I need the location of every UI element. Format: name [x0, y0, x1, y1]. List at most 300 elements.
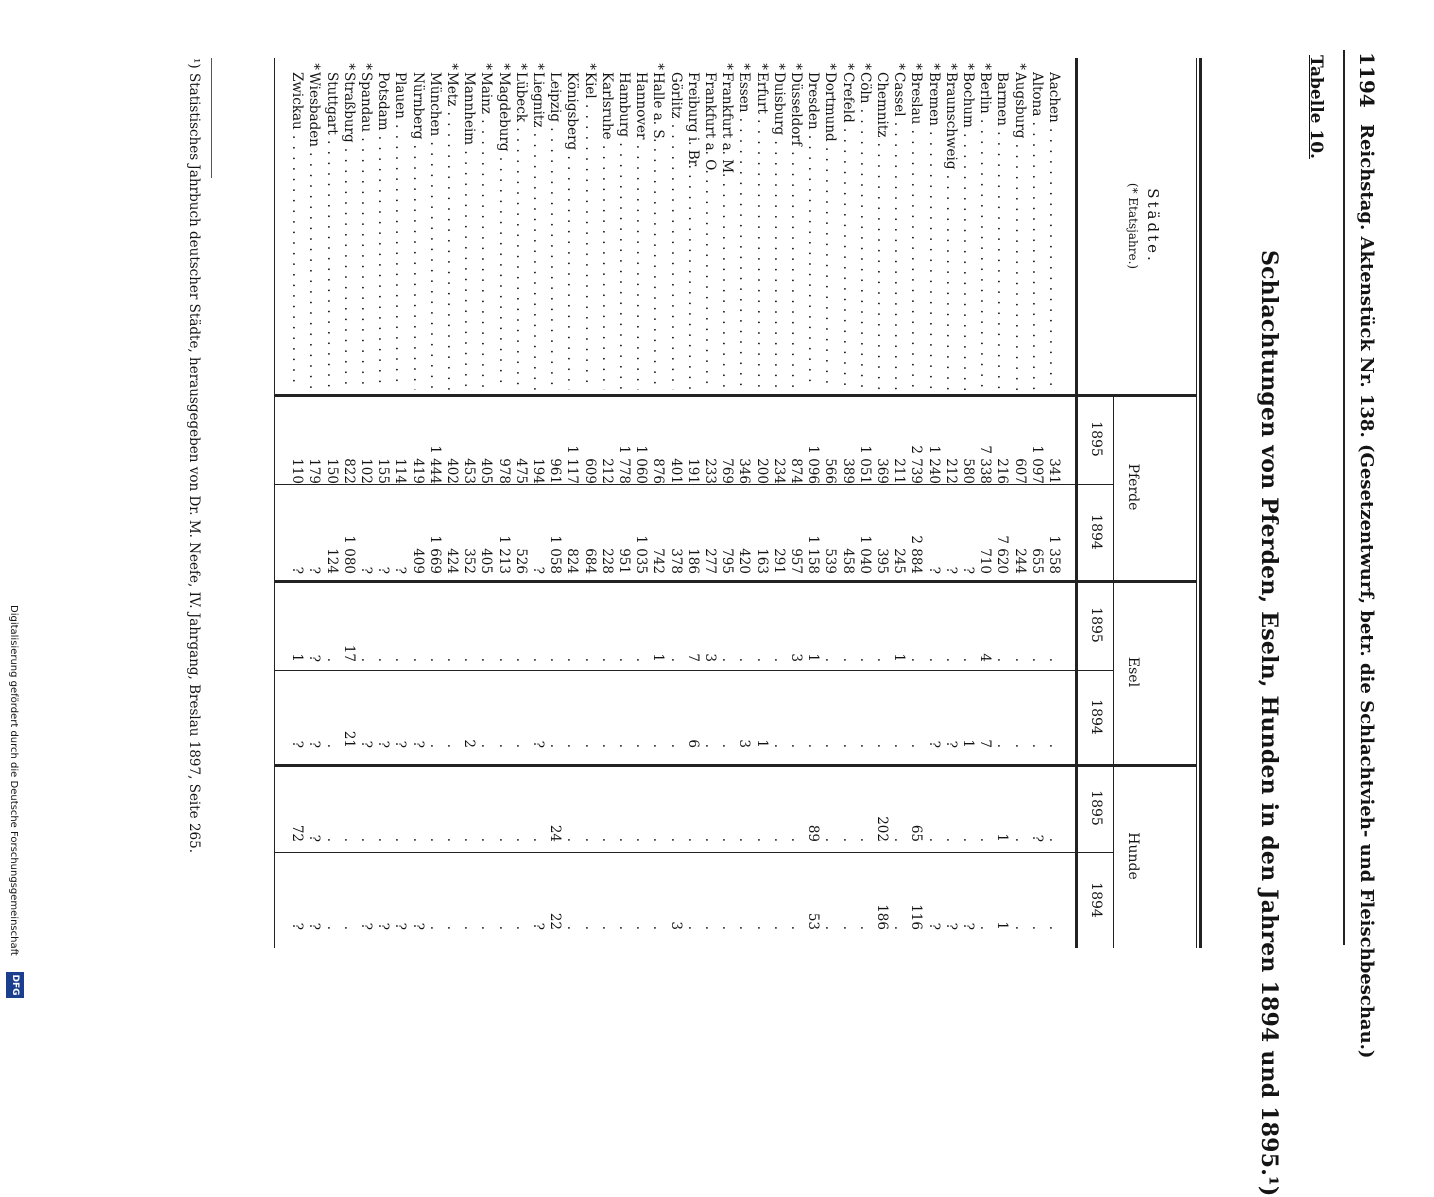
- value-cell: 1: [289, 653, 306, 662]
- value-cell: .: [598, 657, 615, 662]
- value-cell: 179: [306, 458, 323, 484]
- value-cell: .: [512, 743, 529, 748]
- value-cell: 1 158: [805, 535, 822, 574]
- city-name: Metz . . .: [443, 72, 460, 390]
- fiscal-year-marker: *: [908, 63, 925, 70]
- value-cell: .: [753, 925, 770, 930]
- value-cell: ?: [289, 566, 306, 574]
- value-cell: .: [822, 743, 839, 748]
- value-cell: .: [839, 743, 856, 748]
- city-name: Königsberg . . .: [563, 72, 580, 390]
- value-cell: 710: [977, 548, 994, 574]
- value-cell: .: [581, 743, 598, 748]
- digitization-note: Digitalisierung gefördert durch die Deutsche Forschungsgemeinschaft: [8, 605, 19, 956]
- value-cell: ?: [942, 566, 959, 574]
- value-cell: .: [598, 743, 615, 748]
- value-cell: .: [719, 837, 736, 842]
- value-cell: ?: [925, 566, 942, 574]
- value-cell: .: [908, 743, 925, 748]
- value-cell: 978: [495, 458, 512, 484]
- table-row: [563, 58, 580, 948]
- value-cell: ?: [925, 922, 942, 930]
- fiscal-year-marker: *: [306, 63, 323, 70]
- value-cell: 7: [977, 739, 994, 748]
- city-name: Bremen . . .: [925, 72, 942, 390]
- value-cell: 1 096: [805, 445, 822, 484]
- city-name: Halle a. S. . . .: [649, 72, 666, 390]
- value-cell: ?: [530, 740, 546, 748]
- value-cell: 291: [770, 548, 787, 574]
- fiscal-year-marker: *: [891, 63, 908, 70]
- fiscal-year-marker: *: [736, 63, 753, 70]
- value-cell: .: [616, 743, 632, 748]
- fiscal-year-marker: *: [788, 63, 804, 70]
- value-cell: 419: [409, 458, 426, 484]
- group-header-hunde: Hunde: [1125, 832, 1141, 880]
- value-cell: ?: [960, 566, 976, 574]
- table-row: [959, 58, 976, 948]
- value-cell: .: [426, 837, 443, 842]
- value-cell: 453: [461, 458, 478, 484]
- table-bottom-rule: [274, 58, 275, 948]
- value-cell: ?: [392, 740, 409, 748]
- value-cell: 2 884: [908, 535, 925, 574]
- value-cell: 961: [547, 458, 564, 484]
- page-number: 1194: [1355, 52, 1379, 108]
- table-row: [580, 58, 597, 948]
- value-cell: .: [392, 657, 409, 662]
- fiscal-year-marker: *: [495, 63, 512, 70]
- value-cell: .: [822, 837, 839, 842]
- city-name: Braunschweig . . .: [942, 72, 959, 390]
- value-cell: ?: [358, 740, 374, 748]
- dfg-logo: DFG: [6, 972, 24, 998]
- value-cell: 89: [805, 824, 822, 842]
- value-cell: .: [633, 657, 650, 662]
- value-cell: .: [444, 743, 460, 748]
- table-row: [770, 58, 787, 948]
- city-name: Potsdam . . .: [374, 72, 391, 390]
- fiscal-year-marker: *: [581, 63, 598, 70]
- fiscal-year-marker: *: [340, 63, 357, 70]
- value-cell: .: [495, 743, 512, 748]
- value-cell: 409: [409, 548, 426, 574]
- table-row: [408, 58, 425, 948]
- value-cell: .: [839, 837, 856, 842]
- value-cell: 6: [684, 739, 701, 748]
- value-cell: .: [478, 837, 495, 842]
- table-row: [942, 58, 959, 948]
- value-cell: .: [375, 657, 392, 662]
- value-cell: ?: [960, 922, 976, 930]
- value-cell: 1 117: [564, 445, 581, 484]
- value-cell: .: [1028, 657, 1045, 662]
- value-cell: .: [547, 743, 564, 748]
- year-header: 1894: [1088, 514, 1104, 550]
- city-name: Kiel . . .: [581, 72, 598, 390]
- city-name: Magdeburg . . .: [495, 72, 512, 390]
- value-cell: 163: [753, 548, 770, 574]
- city-name: Dortmund . . .: [821, 72, 838, 390]
- city-name: Spandau . . .: [357, 72, 374, 390]
- value-cell: ?: [530, 566, 546, 574]
- value-cell: .: [736, 925, 753, 930]
- value-cell: 1: [960, 739, 976, 748]
- value-cell: 874: [788, 458, 804, 484]
- table-row: [907, 58, 924, 948]
- value-cell: ?: [375, 922, 392, 930]
- value-cell: 7 620: [994, 535, 1011, 574]
- city-name: Bochum . . .: [959, 72, 976, 390]
- value-cell: 53: [805, 912, 822, 930]
- city-name: Breslau . . .: [907, 72, 924, 390]
- value-cell: 234: [770, 458, 787, 484]
- table-row: [701, 58, 718, 948]
- value-cell: 526: [512, 548, 529, 574]
- value-cell: .: [323, 657, 340, 662]
- fiscal-year-marker: *: [770, 63, 787, 70]
- city-name: Essen . . .: [735, 72, 752, 390]
- value-cell: 194: [530, 458, 546, 484]
- value-cell: .: [409, 837, 426, 842]
- value-cell: .: [426, 743, 443, 748]
- value-cell: .: [667, 743, 684, 748]
- table-row: [684, 58, 701, 948]
- value-cell: 1 060: [633, 445, 650, 484]
- value-cell: 7: [684, 653, 701, 662]
- value-cell: 1: [994, 833, 1011, 842]
- value-cell: .: [461, 837, 478, 842]
- value-cell: 212: [942, 458, 959, 484]
- value-cell: .: [667, 657, 684, 662]
- value-cell: 17: [340, 644, 357, 662]
- value-cell: ?: [289, 922, 306, 930]
- value-cell: 1 240: [925, 445, 942, 484]
- fiscal-year-marker: *: [753, 63, 770, 70]
- table-row: [494, 58, 511, 948]
- value-cell: .: [719, 743, 736, 748]
- city-name: Lübeck . . .: [512, 72, 529, 390]
- value-cell: ?: [306, 654, 323, 662]
- city-name: Stuttgart . . .: [323, 72, 340, 390]
- value-cell: 402: [444, 458, 460, 484]
- value-cell: .: [495, 925, 512, 930]
- value-cell: .: [1011, 657, 1028, 662]
- value-cell: 1: [753, 739, 770, 748]
- value-cell: 742: [650, 548, 667, 574]
- value-cell: .: [358, 657, 374, 662]
- value-cell: .: [633, 743, 650, 748]
- value-cell: .: [512, 657, 529, 662]
- value-cell: .: [1011, 743, 1028, 748]
- footnote-rule: [211, 58, 212, 178]
- value-cell: ?: [375, 566, 392, 574]
- fiscal-year-marker: *: [478, 63, 495, 70]
- year-header: 1895: [1088, 790, 1104, 826]
- city-name: Görlitz . . .: [667, 72, 684, 390]
- table-top-rule: [1199, 58, 1202, 948]
- value-cell: .: [530, 837, 546, 842]
- value-cell: 684: [581, 548, 598, 574]
- value-cell: ?: [392, 566, 409, 574]
- value-cell: .: [891, 925, 908, 930]
- table-row: [856, 58, 873, 948]
- city-name: Frankfurt a. M. . . .: [718, 72, 735, 390]
- value-cell: .: [960, 837, 976, 842]
- fiscal-year-marker: *: [650, 63, 667, 70]
- value-cell: ?: [306, 834, 323, 842]
- value-cell: .: [719, 657, 736, 662]
- value-cell: .: [598, 837, 615, 842]
- city-name: Frankfurt a. O. . . .: [701, 72, 718, 390]
- headline-rule: [1343, 50, 1345, 945]
- value-cell: .: [340, 925, 357, 930]
- value-cell: .: [753, 837, 770, 842]
- value-cell: .: [1028, 743, 1045, 748]
- city-name: Mainz . . .: [477, 72, 494, 390]
- value-cell: .: [788, 743, 804, 748]
- value-cell: 186: [684, 548, 701, 574]
- city-column-note: (* Etatsjahre.): [1126, 182, 1140, 270]
- value-cell: 150: [323, 458, 340, 484]
- value-cell: .: [323, 743, 340, 748]
- city-name: Hannover . . .: [632, 72, 649, 390]
- value-cell: 3: [788, 653, 804, 662]
- value-cell: .: [650, 743, 667, 748]
- year-header: 1895: [1088, 607, 1104, 643]
- value-cell: .: [530, 657, 546, 662]
- header-bottom-rule: [1075, 58, 1078, 948]
- city-name: Aachen . . .: [1045, 72, 1062, 390]
- value-cell: 3: [736, 739, 753, 748]
- table-row: [1028, 58, 1045, 948]
- fiscal-year-marker: *: [719, 63, 736, 70]
- city-name: Crefeld . . .: [839, 72, 856, 390]
- value-cell: 2 739: [908, 445, 925, 484]
- fiscal-year-marker: *: [856, 63, 873, 70]
- table-row: [512, 58, 529, 948]
- table-row: [598, 58, 615, 948]
- value-cell: .: [908, 657, 925, 662]
- value-cell: 277: [702, 548, 718, 574]
- value-cell: 346: [736, 458, 753, 484]
- value-cell: 1: [994, 921, 1011, 930]
- table-row: [838, 58, 855, 948]
- table-row: [787, 58, 804, 948]
- fiscal-year-marker: *: [977, 63, 994, 70]
- value-cell: 110: [289, 458, 306, 484]
- table-row: [735, 58, 752, 948]
- value-cell: .: [409, 657, 426, 662]
- value-cell: 769: [719, 458, 736, 484]
- value-cell: 566: [822, 458, 839, 484]
- city-name: Karlsruhe . . .: [598, 72, 615, 390]
- fiscal-year-marker: *: [1011, 63, 1028, 70]
- value-cell: .: [633, 925, 650, 930]
- value-cell: .: [1046, 837, 1062, 842]
- table-row: [1010, 58, 1027, 948]
- value-cell: .: [598, 925, 615, 930]
- value-cell: 369: [874, 458, 890, 484]
- value-cell: 378: [667, 548, 684, 574]
- value-cell: .: [478, 925, 495, 930]
- fiscal-year-marker: *: [444, 63, 460, 70]
- year-header: 1894: [1088, 882, 1104, 918]
- value-cell: 191: [684, 458, 701, 484]
- fiscal-year-marker: *: [839, 63, 856, 70]
- value-cell: .: [375, 837, 392, 842]
- value-cell: 1: [805, 653, 822, 662]
- value-cell: ?: [925, 740, 942, 748]
- city-name: Barmen . . .: [993, 72, 1010, 390]
- value-cell: 475: [512, 458, 529, 484]
- table-row: [890, 58, 907, 948]
- value-cell: .: [753, 657, 770, 662]
- value-cell: 4: [977, 653, 994, 662]
- value-cell: 114: [392, 458, 409, 484]
- city-name: Chemnitz . . .: [873, 72, 890, 390]
- value-cell: .: [392, 837, 409, 842]
- value-cell: .: [478, 743, 495, 748]
- value-cell: .: [1011, 925, 1028, 930]
- value-cell: .: [426, 657, 443, 662]
- value-cell: 65: [908, 824, 925, 842]
- value-cell: 1 669: [426, 535, 443, 574]
- value-cell: 102: [358, 458, 374, 484]
- fiscal-year-marker: *: [925, 63, 942, 70]
- value-cell: .: [444, 925, 460, 930]
- value-cell: .: [942, 837, 959, 842]
- value-cell: 1 058: [547, 535, 564, 574]
- table-row: [821, 58, 838, 948]
- value-cell: 1: [891, 653, 908, 662]
- value-cell: ?: [306, 566, 323, 574]
- table-row: [546, 58, 563, 948]
- value-cell: 200: [753, 458, 770, 484]
- value-cell: ?: [409, 922, 426, 930]
- value-cell: 3: [667, 921, 684, 930]
- table-row: [391, 58, 408, 948]
- fiscal-year-marker: *: [822, 63, 839, 70]
- value-cell: 155: [375, 458, 392, 484]
- city-name: Augsburg . . .: [1011, 72, 1028, 390]
- value-cell: 1 778: [616, 445, 632, 484]
- table-row: [752, 58, 769, 948]
- value-cell: 957: [788, 548, 804, 574]
- value-cell: .: [736, 657, 753, 662]
- value-cell: .: [564, 743, 581, 748]
- value-cell: .: [719, 925, 736, 930]
- table-row: [340, 58, 357, 948]
- value-cell: .: [323, 837, 340, 842]
- value-cell: .: [340, 837, 357, 842]
- city-name: Plauen . . .: [391, 72, 408, 390]
- value-cell: 795: [719, 548, 736, 574]
- group-header-esel: Esel: [1125, 656, 1141, 688]
- footnote: ¹) Statistisches Jahrbuch deutscher Städte, herausgegeben von Dr. M. Neefe, IV. Jahrgang, Breslau 1897, Seite 265.: [186, 58, 202, 854]
- value-cell: .: [512, 837, 529, 842]
- value-cell: 244: [1011, 548, 1028, 574]
- value-cell: .: [856, 743, 873, 748]
- value-cell: 580: [960, 458, 976, 484]
- value-cell: 1 213: [495, 535, 512, 574]
- table-row: [924, 58, 941, 948]
- value-cell: 424: [444, 548, 460, 574]
- value-cell: .: [495, 837, 512, 842]
- fiscal-year-marker: *: [960, 63, 976, 70]
- value-cell: 233: [702, 458, 718, 484]
- city-name: Cassel . . .: [890, 72, 907, 390]
- value-cell: .: [444, 837, 460, 842]
- city-name: Straßburg . . .: [340, 72, 357, 390]
- value-cell: 211: [891, 458, 908, 484]
- value-cell: 228: [598, 548, 615, 574]
- value-cell: .: [702, 925, 718, 930]
- city-name: Duisburg . . .: [770, 72, 787, 390]
- value-cell: 420: [736, 548, 753, 574]
- table-row: [460, 58, 477, 948]
- value-cell: .: [581, 657, 598, 662]
- value-cell: .: [667, 837, 684, 842]
- table-row: [993, 58, 1010, 948]
- value-cell: .: [770, 743, 787, 748]
- value-cell: .: [684, 837, 701, 842]
- table-row: [1045, 58, 1062, 948]
- value-cell: 951: [616, 548, 632, 574]
- value-cell: .: [650, 925, 667, 930]
- table-row: [873, 58, 890, 948]
- value-cell: 22: [547, 912, 564, 930]
- value-cell: .: [444, 657, 460, 662]
- value-cell: 341: [1046, 458, 1062, 484]
- value-cell: 1 080: [340, 535, 357, 574]
- table-title: Schlachtungen von Pferden, Eseln, Hunden in den Jahren 1894 und 1895.¹): [1256, 250, 1282, 1197]
- value-cell: 3: [702, 653, 718, 662]
- value-cell: .: [925, 837, 942, 842]
- value-cell: .: [1028, 925, 1045, 930]
- value-cell: .: [633, 837, 650, 842]
- value-cell: 7 338: [977, 445, 994, 484]
- value-cell: 124: [323, 548, 340, 574]
- value-cell: .: [564, 657, 581, 662]
- value-cell: 1 358: [1046, 535, 1062, 574]
- value-cell: 1: [650, 653, 667, 662]
- city-name: München . . .: [426, 72, 443, 390]
- city-name: Dresden . . .: [804, 72, 821, 390]
- value-cell: 822: [340, 458, 357, 484]
- value-cell: .: [822, 657, 839, 662]
- city-name: Zwickau . . .: [288, 72, 305, 390]
- value-cell: .: [805, 743, 822, 748]
- value-cell: .: [581, 925, 598, 930]
- table-row: [529, 58, 546, 948]
- value-cell: .: [925, 657, 942, 662]
- table-row: [426, 58, 443, 948]
- value-cell: 116: [908, 904, 925, 930]
- table-row: [443, 58, 460, 948]
- value-cell: .: [616, 657, 632, 662]
- value-cell: ?: [942, 922, 959, 930]
- value-cell: .: [702, 837, 718, 842]
- value-cell: ?: [1028, 834, 1045, 842]
- value-cell: .: [461, 657, 478, 662]
- city-name: Mannheim . . .: [460, 72, 477, 390]
- value-cell: .: [1011, 837, 1028, 842]
- value-cell: .: [942, 657, 959, 662]
- value-cell: ?: [409, 740, 426, 748]
- city-name: Altona . . .: [1028, 72, 1045, 390]
- value-cell: .: [770, 925, 787, 930]
